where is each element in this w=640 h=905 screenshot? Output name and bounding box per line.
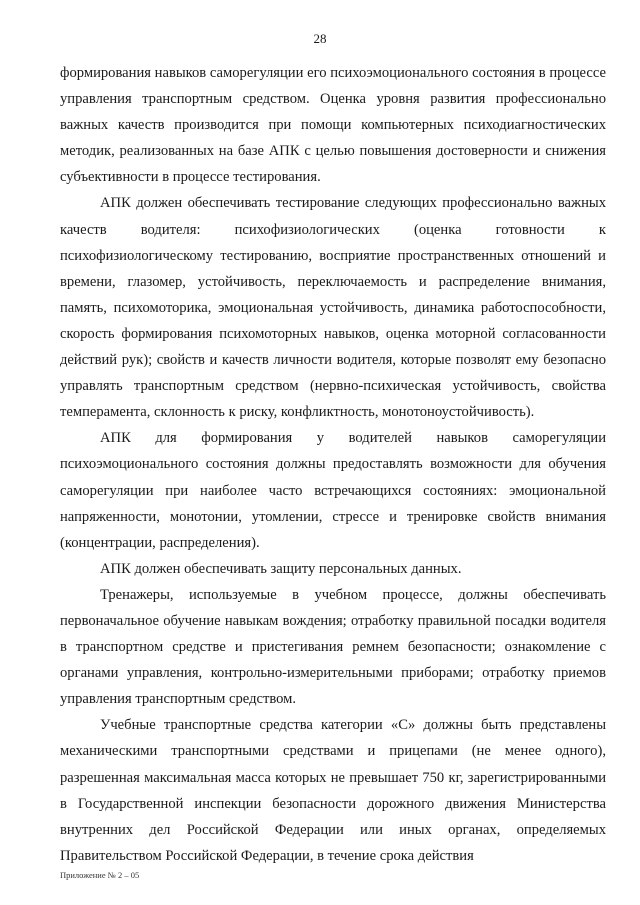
paragraph-simulators: Тренажеры, используемые в учебном процессе, должны обеспечивать первоначальное обучение навыкам вождения; отработку правильной посадки водителя в транспортном средстве и пристегивания ремнем безопасности; ознакомление с органами управления, контрольно-измерительными приборами; отработку приемов управления транспортным средством.	[60, 586, 606, 708]
body-text	[60, 60, 606, 869]
footer-appendix-label: Приложение № 2 – 05	[60, 870, 140, 880]
paragraph-apk-self-regulation: АПК для формирования у водителей навыков саморегуляции психоэмоционального состояния должны предоставлять возможности для обучения саморегуляции при наиболее часто встречающихся состояниях: эмоциональной напряженности, монотонии, утомлении, стрессе и тренировке свойств внимания (концентрации, распределения).	[60, 430, 606, 551]
page-number: 28	[313, 31, 327, 46]
paragraph-apk-data-protection: АПК должен обеспечивать защиту персональных данных.	[100, 560, 462, 577]
paragraph-continuation: формирования навыков саморегуляции его психоэмоционального состояния в процессе управления транспортным средством. Оценка уровня развития профессионально важных качеств производится при помощи компьютерных психодиагностических методик, реализованных на базе АПК с целью повышения достоверности и снижения субъективности в процессе тестирования.	[60, 65, 606, 186]
paragraph-training-vehicles: Учебные транспортные средства категории «C» должны быть представлены механическими транспортными средствами и прицепами (не менее одного), разрешенная максимальная масса которых не превышает 750 кг, зарегистрированными в Государственной инспекции безопасности дорожного движения Министерства внутренних дел Российской Федерации или иных органах, определяемых Правительством Российской Федерации, в течение срока действия	[60, 717, 606, 864]
paragraph-apk-testing: АПК должен обеспечивать тестирование следующих профессионально важных качеств водителя: психофизиологических (оценка готовности к психофизиологическому тестированию, восприятие пространственных отношений и времени, глазомер, устойчивость, переключаемость и распределение внимания, память, психомоторика, эмоциональная устойчивость, динамика работоспособности, скорость формирования психомоторных навыков, оценка моторной согласованности действий рук); свойств и качеств личности водителя, которые позволят ему безопасно управлять транспортным средством (нервно-психическая устойчивость, свойства темперамента, склонность к риску, конфликтность, монотоноустойчивость).	[60, 195, 606, 421]
